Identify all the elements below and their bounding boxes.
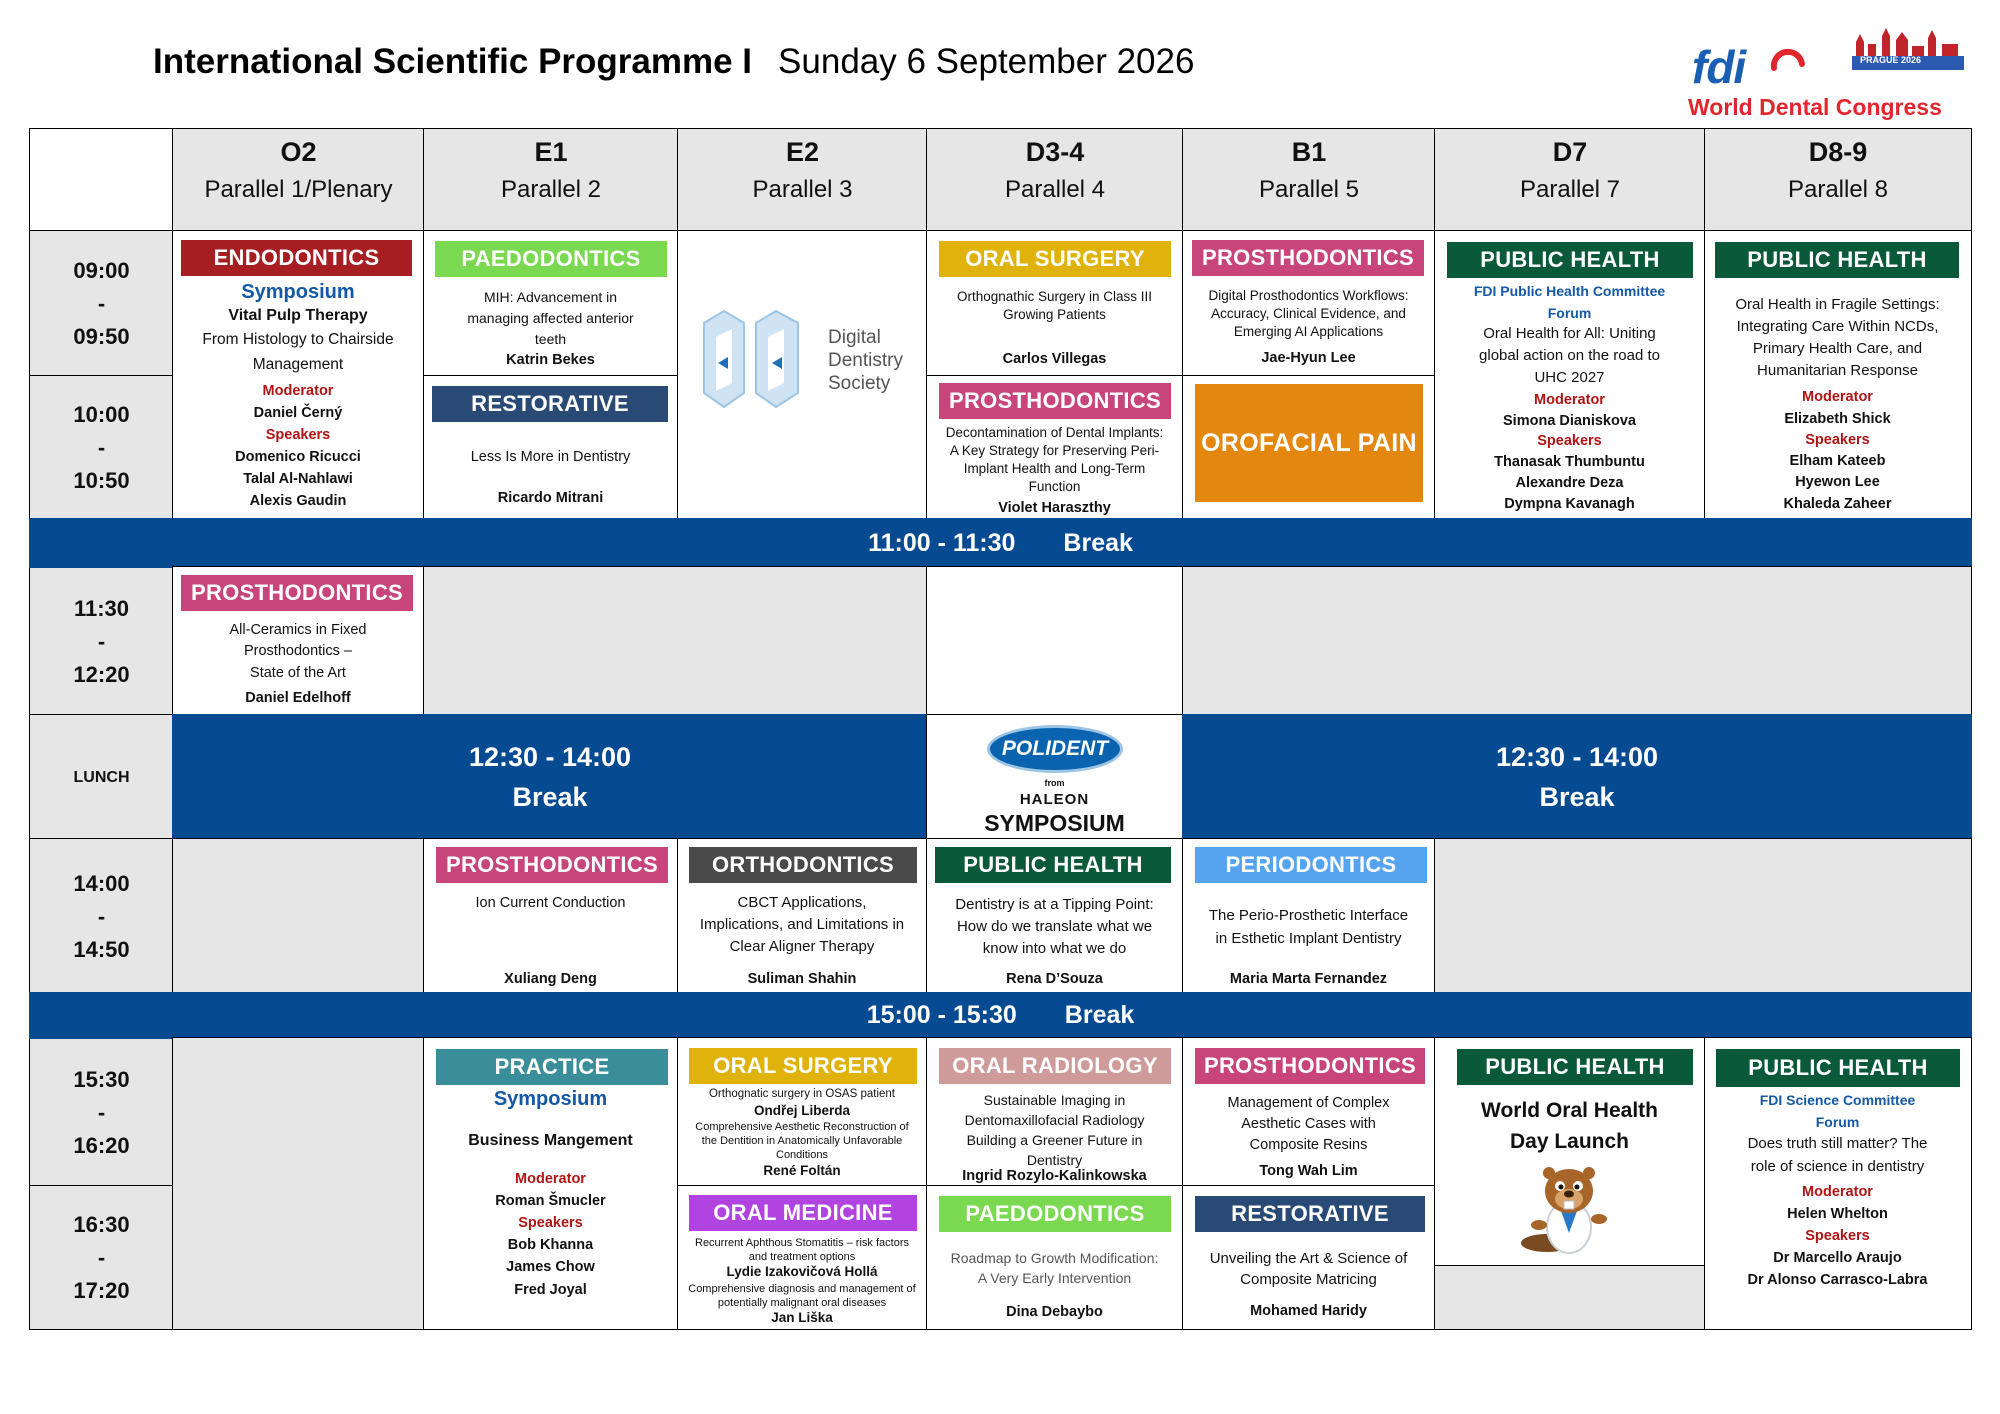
empty-cell [1434, 1265, 1706, 1330]
speaker-name: Suliman Shahin [747, 971, 857, 987]
speaker-name: Elham Kateeb [1789, 453, 1886, 469]
session-description: role of science in dentistry [1750, 1158, 1925, 1175]
topic-tag: PUBLIC HEALTH [1447, 242, 1693, 278]
moderator-name: Roman Šmucler [495, 1193, 606, 1209]
session-description: How do we translate what we [956, 918, 1153, 935]
prague-skyline-icon [1852, 26, 1964, 74]
session-cell [1434, 230, 1706, 520]
speaker-name: Mohamed Haridy [1250, 1303, 1367, 1319]
speaker-name: Maria Marta Fernandez [1229, 971, 1388, 987]
speaker-name: Jan Liška [771, 1310, 833, 1325]
session-description: Implant Health and Long-Term [963, 461, 1146, 476]
topic-tag: PRACTICE [436, 1049, 668, 1085]
break-time: 15:00 - 15:30 [866, 1001, 1017, 1029]
session-cell [926, 1185, 1184, 1330]
polident-from: from [1044, 778, 1065, 788]
topic-tag: PROSTHODONTICS [1192, 240, 1424, 276]
haleon-logo: HALEON [1019, 791, 1090, 808]
topic-tag: PERIODONTICS [1195, 847, 1427, 883]
session-cell [926, 838, 1184, 994]
session-description: Oral Health for All: Uniting [1483, 325, 1656, 342]
speakers-label: Speakers [518, 1215, 583, 1231]
empty-cell [172, 838, 425, 994]
column-header: E1 Parallel 2 [423, 128, 679, 232]
moderator-label: Moderator [515, 1171, 586, 1187]
session-description: Oral Health in Fragile Settings: [1735, 296, 1940, 313]
session-description: Recurrent Aphthous Stomatitis – risk factors [695, 1237, 909, 1249]
session-description: Dentomaxillofacial Radiology [964, 1112, 1145, 1128]
topic-tag: RESTORATIVE [432, 386, 668, 422]
sponsor-cell [677, 230, 928, 520]
speaker-name: Fred Joyal [514, 1282, 587, 1298]
lunch-break-band [1182, 714, 1972, 840]
topic-tag: ORAL RADIOLOGY [939, 1048, 1171, 1084]
session-cell [1182, 1185, 1436, 1330]
session-description: Integrating Care Within NCDs, [1736, 318, 1939, 335]
session-description: All-Ceramics in Fixed [229, 622, 367, 638]
topic-tag: ORAL SURGERY [689, 1048, 917, 1084]
topic-tag: PAEDODONTICS [939, 1196, 1171, 1232]
session-cell [677, 1037, 928, 1187]
session-description: Digital Prosthodontics Workflows: [1208, 288, 1409, 303]
break-label: Break [1063, 528, 1133, 557]
beaver-mascot-icon [1517, 1161, 1621, 1257]
organizer: Forum [1547, 305, 1592, 321]
session-cell [926, 375, 1184, 520]
organizer: Forum [1815, 1114, 1860, 1130]
session-description: teeth [534, 331, 567, 347]
session-description: Management of Complex [1227, 1095, 1390, 1111]
column-header: E2 Parallel 3 [677, 128, 928, 232]
session-description: Sustainable Imaging in [983, 1092, 1126, 1108]
organizer: FDI Science Committee [1759, 1092, 1916, 1108]
session-description: From Histology to Chairside [202, 331, 394, 348]
session-cell [423, 230, 679, 377]
session-description: Composite Resins [1249, 1137, 1368, 1153]
break-label: Break [1064, 1001, 1135, 1029]
speaker-name: René Foltán [763, 1163, 841, 1178]
topic-tag: ORTHODONTICS [689, 847, 917, 883]
moderator-name: Simona Dianiskova [1503, 413, 1636, 429]
speaker-name: Ondřej Liberda [753, 1103, 851, 1118]
session-cell [926, 230, 1184, 377]
break-time: 11:00 - 11:30 [868, 528, 1016, 557]
session-description: Implications, and Limitations in [699, 916, 905, 933]
column-header: B1 Parallel 5 [1182, 128, 1436, 232]
speaker-name: Khaleda Zaheer [1783, 496, 1892, 512]
break-label: Break [512, 782, 588, 812]
page-title [153, 42, 1194, 82]
column-header: O2 Parallel 1/Plenary [172, 128, 425, 232]
session-description: Roadmap to Growth Modification: [950, 1250, 1159, 1266]
column-header: D3-4 Parallel 4 [926, 128, 1184, 232]
break-time: 12:30 - 14:00 [1495, 742, 1659, 772]
break-band [29, 992, 1972, 1039]
session-description: Unveiling the Art & Science of [1209, 1250, 1408, 1267]
speaker-name: Daniel Edelhoff [245, 690, 351, 706]
session-description: Growing Patients [1003, 307, 1106, 322]
session-description: A Very Early Intervention [977, 1270, 1132, 1286]
session-description: Clear Aligner Therapy [729, 938, 875, 955]
topic-tag: PUBLIC HEALTH [1715, 242, 1959, 278]
speaker-name: Talal Al-Nahlawi [243, 471, 353, 487]
session-description: Composite Matricing [1240, 1271, 1377, 1288]
session-type: Symposium [241, 281, 355, 303]
session-description: potentially malignant oral diseases [717, 1297, 887, 1309]
speaker-name: Katrin Bekes [506, 352, 595, 368]
fdi-congress-logo [1688, 26, 1964, 126]
session-description: Primary Health Care, and [1752, 340, 1923, 357]
session-description: the Dentition in Anatomically Unfavorable [701, 1135, 903, 1147]
speaker-name: Dr Marcello Araujo [1773, 1250, 1902, 1266]
session-description: global action on the road to [1479, 347, 1660, 364]
session-description: Ion Current Conduction [475, 895, 626, 911]
speaker-name: Ingrid Rozylo-Kalinkowska [962, 1168, 1147, 1184]
topic-tag: ENDODONTICS [181, 240, 412, 276]
time-slot-lunch: LUNCH [29, 714, 174, 840]
time-slot: 11:30 - 12:20 [29, 566, 174, 716]
empty-cell [926, 566, 1184, 716]
empty-cell [423, 566, 928, 716]
session-title: World Oral Health [1481, 1099, 1658, 1122]
lunch-break-band [172, 714, 928, 840]
speaker-name: James Chow [506, 1259, 595, 1275]
session-cell [1182, 838, 1436, 994]
session-description: Comprehensive diagnosis and management of [688, 1283, 916, 1295]
corner-cell [29, 128, 174, 232]
session-description: Does truth still matter? The [1747, 1135, 1928, 1152]
session-description: Dentistry is at a Tipping Point: [955, 896, 1154, 913]
speaker-name: Violet Haraszthy [998, 500, 1111, 516]
moderator-name: Daniel Černý [253, 405, 343, 421]
dds-logo-text: Digital Dentistry Society [828, 327, 903, 394]
empty-cell [1182, 566, 1972, 716]
speaker-name: Alexis Gaudin [249, 493, 347, 509]
polident-logo: POLIDENT [987, 725, 1123, 773]
topic-tag: PROSTHODONTICS [1195, 1048, 1425, 1084]
speakers-label: Speakers [1805, 1228, 1870, 1244]
session-description: The Perio-Prosthetic Interface [1208, 907, 1409, 924]
speaker-name: Xuliang Deng [504, 971, 597, 987]
topic-tag: OROFACIAL PAIN [1195, 384, 1423, 502]
session-description: Management [252, 356, 344, 373]
session-cell [172, 230, 425, 520]
topic-tag: PROSTHODONTICS [436, 847, 668, 883]
column-header: D7 Parallel 7 [1434, 128, 1706, 232]
session-description: Humanitarian Response [1757, 362, 1918, 379]
session-description: Dentistry [1026, 1152, 1083, 1168]
session-description: Building a Greener Future in [966, 1132, 1143, 1148]
speaker-name: Domenico Ricucci [235, 449, 361, 465]
topic-tag: ORAL SURGERY [939, 241, 1171, 277]
session-cell [1182, 375, 1436, 520]
speakers-label: Speakers [265, 427, 331, 443]
speaker-name: Lydie Izakovičová Hollá [726, 1264, 878, 1279]
speaker-name: Carlos Villegas [1002, 351, 1107, 367]
session-description: MIH: Advancement in [483, 289, 618, 305]
speaker-name: Rena D’Souza [1006, 971, 1103, 987]
session-description: Comprehensive Aesthetic Reconstruction of [695, 1121, 909, 1133]
session-description: Less Is More in Dentistry [470, 449, 631, 465]
speaker-name: Tong Wah Lim [1259, 1163, 1358, 1179]
logo-badge: PRAGUE 2026 [1860, 55, 1922, 65]
time-slot: 09:00 - 09:50 [29, 230, 174, 377]
time-slot: 15:30 - 16:20 [29, 1037, 174, 1187]
organizer: FDI Public Health Committee [1473, 283, 1666, 299]
session-cell [1182, 1037, 1436, 1187]
session-description: Accuracy, Clinical Evidence, and [1211, 306, 1406, 321]
programme-title: International Scientific Programme I [153, 42, 753, 81]
session-type: Symposium [493, 1088, 608, 1110]
polident-symposium-cell [926, 714, 1184, 840]
speaker-name: Alexandre Deza [1515, 475, 1624, 491]
time-slot: 16:30 - 17:20 [29, 1185, 174, 1330]
moderator-name: Helen Whelton [1787, 1206, 1888, 1222]
empty-cell [1434, 838, 1972, 994]
session-description: Orthognathic Surgery in Class III [956, 289, 1153, 304]
session-cell [1434, 1037, 1706, 1267]
speaker-name: Jae-Hyun Lee [1261, 350, 1356, 366]
session-description: CBCT Applications, [737, 894, 867, 911]
topic-tag: PROSTHODONTICS [939, 383, 1171, 419]
logo-brand: fdi [1692, 41, 1746, 93]
speaker-name: Dr Alonso Carrasco-Labra [1747, 1272, 1928, 1288]
moderator-label: Moderator [262, 383, 334, 399]
session-description: in Esthetic Implant Dentistry [1215, 930, 1402, 947]
speakers-label: Speakers [1537, 433, 1602, 449]
topic-tag: ORAL MEDICINE [689, 1195, 917, 1231]
logo-swoosh-icon [1768, 42, 1808, 82]
speakers-label: Speakers [1805, 432, 1870, 448]
session-cell [1704, 230, 1972, 520]
session-description: Function [1028, 479, 1081, 494]
session-title: Vital Pulp Therapy [228, 307, 368, 324]
session-cell [423, 375, 679, 520]
time-slot: 14:00 - 14:50 [29, 838, 174, 994]
session-cell [1704, 1037, 1972, 1330]
session-cell [926, 1037, 1184, 1187]
speaker-name: Ricardo Mitrani [497, 490, 604, 506]
topic-tag: PUBLIC HEALTH [1457, 1049, 1693, 1085]
session-description: Conditions [776, 1149, 828, 1161]
topic-tag: PUBLIC HEALTH [935, 847, 1171, 883]
session-cell [1182, 230, 1436, 377]
session-cell [677, 838, 928, 994]
session-description: Emerging AI Applications [1233, 324, 1384, 339]
moderator-label: Moderator [1802, 1184, 1873, 1200]
logo-congress-text: World Dental Congress [1688, 94, 1942, 120]
session-description: A Key Strategy for Preserving Peri- [949, 443, 1160, 458]
session-title: Day Launch [1509, 1130, 1630, 1153]
topic-tag: RESTORATIVE [1195, 1196, 1425, 1232]
break-time: 12:30 - 14:00 [468, 742, 632, 772]
session-title: Business Mangement [468, 1132, 633, 1149]
session-description: and treatment options [748, 1251, 856, 1263]
programme-date: Sunday 6 September 2026 [778, 42, 1195, 81]
session-cell [172, 566, 425, 716]
session-description: Decontamination of Dental Implants: [945, 425, 1164, 440]
break-band [29, 518, 1972, 568]
moderator-name: Elizabeth Shick [1784, 411, 1891, 427]
speaker-name: Dympna Kavanagh [1504, 496, 1635, 512]
session-description: Aesthetic Cases with [1241, 1116, 1376, 1132]
session-description: managing affected anterior [467, 310, 634, 326]
digital-dentistry-logo-icon [696, 303, 808, 415]
moderator-label: Moderator [1802, 389, 1873, 405]
session-cell [423, 838, 679, 994]
empty-cell [172, 1037, 425, 1330]
column-header: D8-9 Parallel 8 [1704, 128, 1972, 232]
symposium-label: SYMPOSIUM [984, 810, 1125, 836]
moderator-label: Moderator [1534, 392, 1605, 408]
session-description: Prosthodontics – [243, 643, 352, 659]
session-cell [677, 1185, 928, 1330]
topic-tag: PAEDODONTICS [435, 241, 667, 277]
topic-tag: PROSTHODONTICS [181, 575, 413, 611]
speaker-name: Dina Debaybo [1006, 1304, 1103, 1320]
session-description: State of the Art [250, 665, 346, 681]
time-slot: 10:00 - 10:50 [29, 375, 174, 520]
speaker-name: Bob Khanna [507, 1237, 594, 1253]
session-cell [423, 1037, 679, 1330]
break-label: Break [1539, 782, 1615, 812]
session-description: UHC 2027 [1534, 369, 1605, 386]
session-description: Orthognatic surgery in OSAS patient [708, 1088, 895, 1100]
speaker-name: Hyewon Lee [1795, 474, 1880, 490]
topic-tag: PUBLIC HEALTH [1716, 1049, 1960, 1087]
session-description: know into what we do [982, 940, 1127, 957]
speaker-name: Thanasak Thumbuntu [1494, 454, 1645, 470]
